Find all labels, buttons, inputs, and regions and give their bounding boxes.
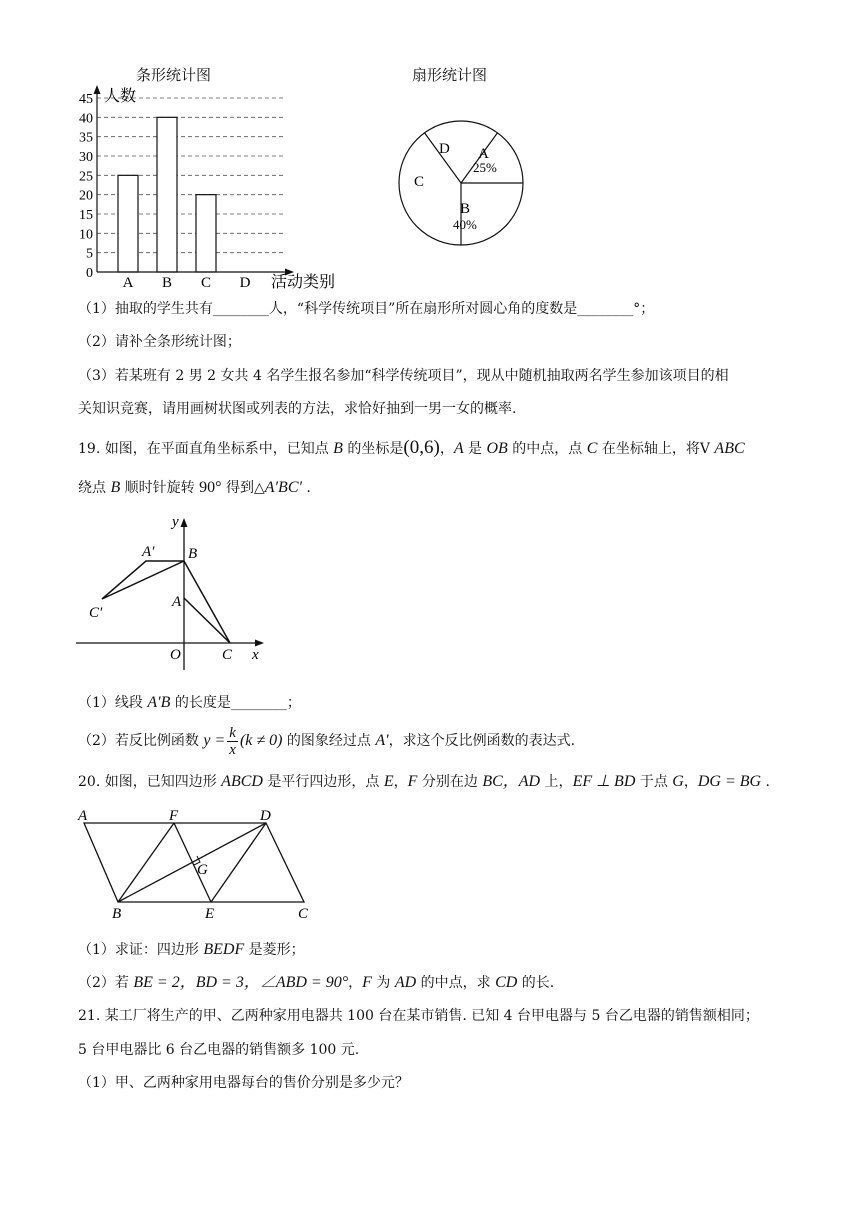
coordinate: (0,6)	[403, 437, 440, 458]
label-y: y	[172, 514, 179, 530]
q18-part3-line2: 关知识竞赛，请用画树状图或列表的方法，求恰好抽到一男一女的概率.	[78, 401, 517, 417]
pie-percent-B: 40%	[453, 217, 477, 232]
bar-chart-categories	[123, 275, 251, 291]
y-tick-label: 45	[79, 92, 93, 107]
label-E: E	[205, 906, 215, 922]
category-label-D: D	[239, 275, 251, 291]
category-label-B: B	[161, 275, 173, 291]
bar-A	[118, 175, 138, 272]
pie-chart-title: 扇形统计图	[412, 66, 488, 84]
bar-chart	[60, 82, 350, 294]
segment-BF	[118, 823, 174, 902]
answer-blank: ________	[577, 301, 634, 317]
bar-chart-y-ticks	[79, 92, 93, 281]
q19-part2: （2）若反比例函数 y = $\frac{k}{x}$ (k ≠ 0) 的图象经过点 A′，求这个反比例函数的表达式.	[78, 724, 576, 758]
label-B: B	[188, 546, 198, 562]
label-B: B	[112, 906, 122, 922]
q18-part2: （2）请补全条形统计图；	[78, 334, 241, 350]
y-tick-label: 5	[86, 246, 93, 262]
y-axis-arrow	[181, 518, 188, 527]
bar-chart-title: 条形统计图	[136, 66, 212, 84]
bar-chart-bars	[118, 117, 216, 272]
label-G: G	[197, 862, 208, 878]
label-D: D	[260, 808, 271, 824]
q19-part1: （1）线段 A′B 的长度是________；	[78, 694, 301, 711]
y-tick-label: 15	[79, 208, 93, 223]
y-tick-label: 35	[79, 130, 93, 146]
segment-DE	[211, 823, 266, 902]
q18-part1: （1）抽取的学生共有________人，“科学传统项目”所在扇形所对圆心角的度数是________°；	[78, 301, 655, 317]
q21-line1: 21. 某工厂将生产的甲、乙两种家用电器共 100 台在某市销售. 已知 4 台甲电器与 5 台乙电器的销售额相同；	[78, 1008, 759, 1024]
bar-C	[196, 195, 216, 272]
y-axis-arrow	[94, 85, 101, 94]
label-C: C	[222, 647, 233, 663]
y-tick-label: 0	[86, 266, 93, 281]
pie-label-B: B	[460, 201, 471, 217]
q20-parallelogram-figure	[74, 805, 324, 923]
label-C: C	[298, 906, 309, 922]
label-O: O	[170, 647, 181, 663]
y-tick-label: 20	[79, 188, 93, 204]
pie-percent-A: 25%	[473, 160, 497, 175]
label-F: F	[169, 808, 179, 824]
pie-label-A: A	[478, 146, 489, 162]
label-A-prime: A′	[142, 544, 155, 560]
y-tick-label: 30	[79, 150, 93, 165]
q20-part1: （1）求证：四边形 BEDF 是菱形；	[78, 941, 305, 958]
parallelogram-ABCD	[84, 823, 304, 902]
x-axis-label: 活动类别	[271, 274, 336, 291]
category-label-C: C	[200, 275, 212, 291]
q19-stem-line2: 绕点 B 顺时针旋转 90° 得到△A′BC′ .	[78, 479, 311, 496]
q19-stem-line1: 19. 如图，在平面直角坐标系中，已知点 B 的坐标是(0,6)，A 是 OB 的中点，点 C 在坐标轴上，将V ABC	[78, 437, 745, 458]
pie-label-C: C	[414, 174, 425, 190]
label-x: x	[252, 647, 259, 663]
q20-part2: （2）若 BE = 2，BD = 3，∠ABD = 90°，F 为 AD 的中点，求 CD 的长.	[78, 974, 555, 991]
q19-coordinate-figure	[74, 510, 274, 670]
answer-blank: ________	[212, 301, 269, 317]
y-tick-label: 10	[79, 227, 93, 243]
label-A: A	[78, 808, 88, 824]
label-C-prime: C′	[89, 605, 103, 621]
bar-B	[157, 117, 177, 272]
pie-label-D: D	[439, 141, 450, 157]
x-axis-arrow	[255, 640, 264, 647]
label-A: A	[172, 594, 182, 610]
pie-chart	[396, 116, 528, 252]
q18-part3-line1: （3）若某班有 2 男 2 女共 4 名学生报名参加“科学传统项目”，现从中随机抽取两名学生参加该项目的相	[78, 368, 729, 384]
y-tick-label: 25	[79, 169, 93, 185]
fraction-k-over-x: $\frac{k}{x}$	[229, 724, 236, 758]
q21-part1: （1）甲、乙两种家用电器每台的售价分别是多少元？	[78, 1075, 409, 1091]
triangle-ABC	[184, 561, 230, 643]
y-axis-label: 人数	[104, 88, 137, 105]
category-label-A: A	[122, 275, 134, 291]
q20-stem: 20. 如图，已知四边形 ABCD 是平行四边形，点 E，F 分别在边 BC，AD 上，EF ⊥ BD 于点 G，DG = BG .	[78, 773, 770, 790]
answer-blank: ________	[230, 695, 287, 711]
y-tick-label: 40	[79, 111, 93, 127]
q21-line2: 5 台甲电器比 6 台乙电器的销售额多 100 元.	[78, 1042, 360, 1058]
